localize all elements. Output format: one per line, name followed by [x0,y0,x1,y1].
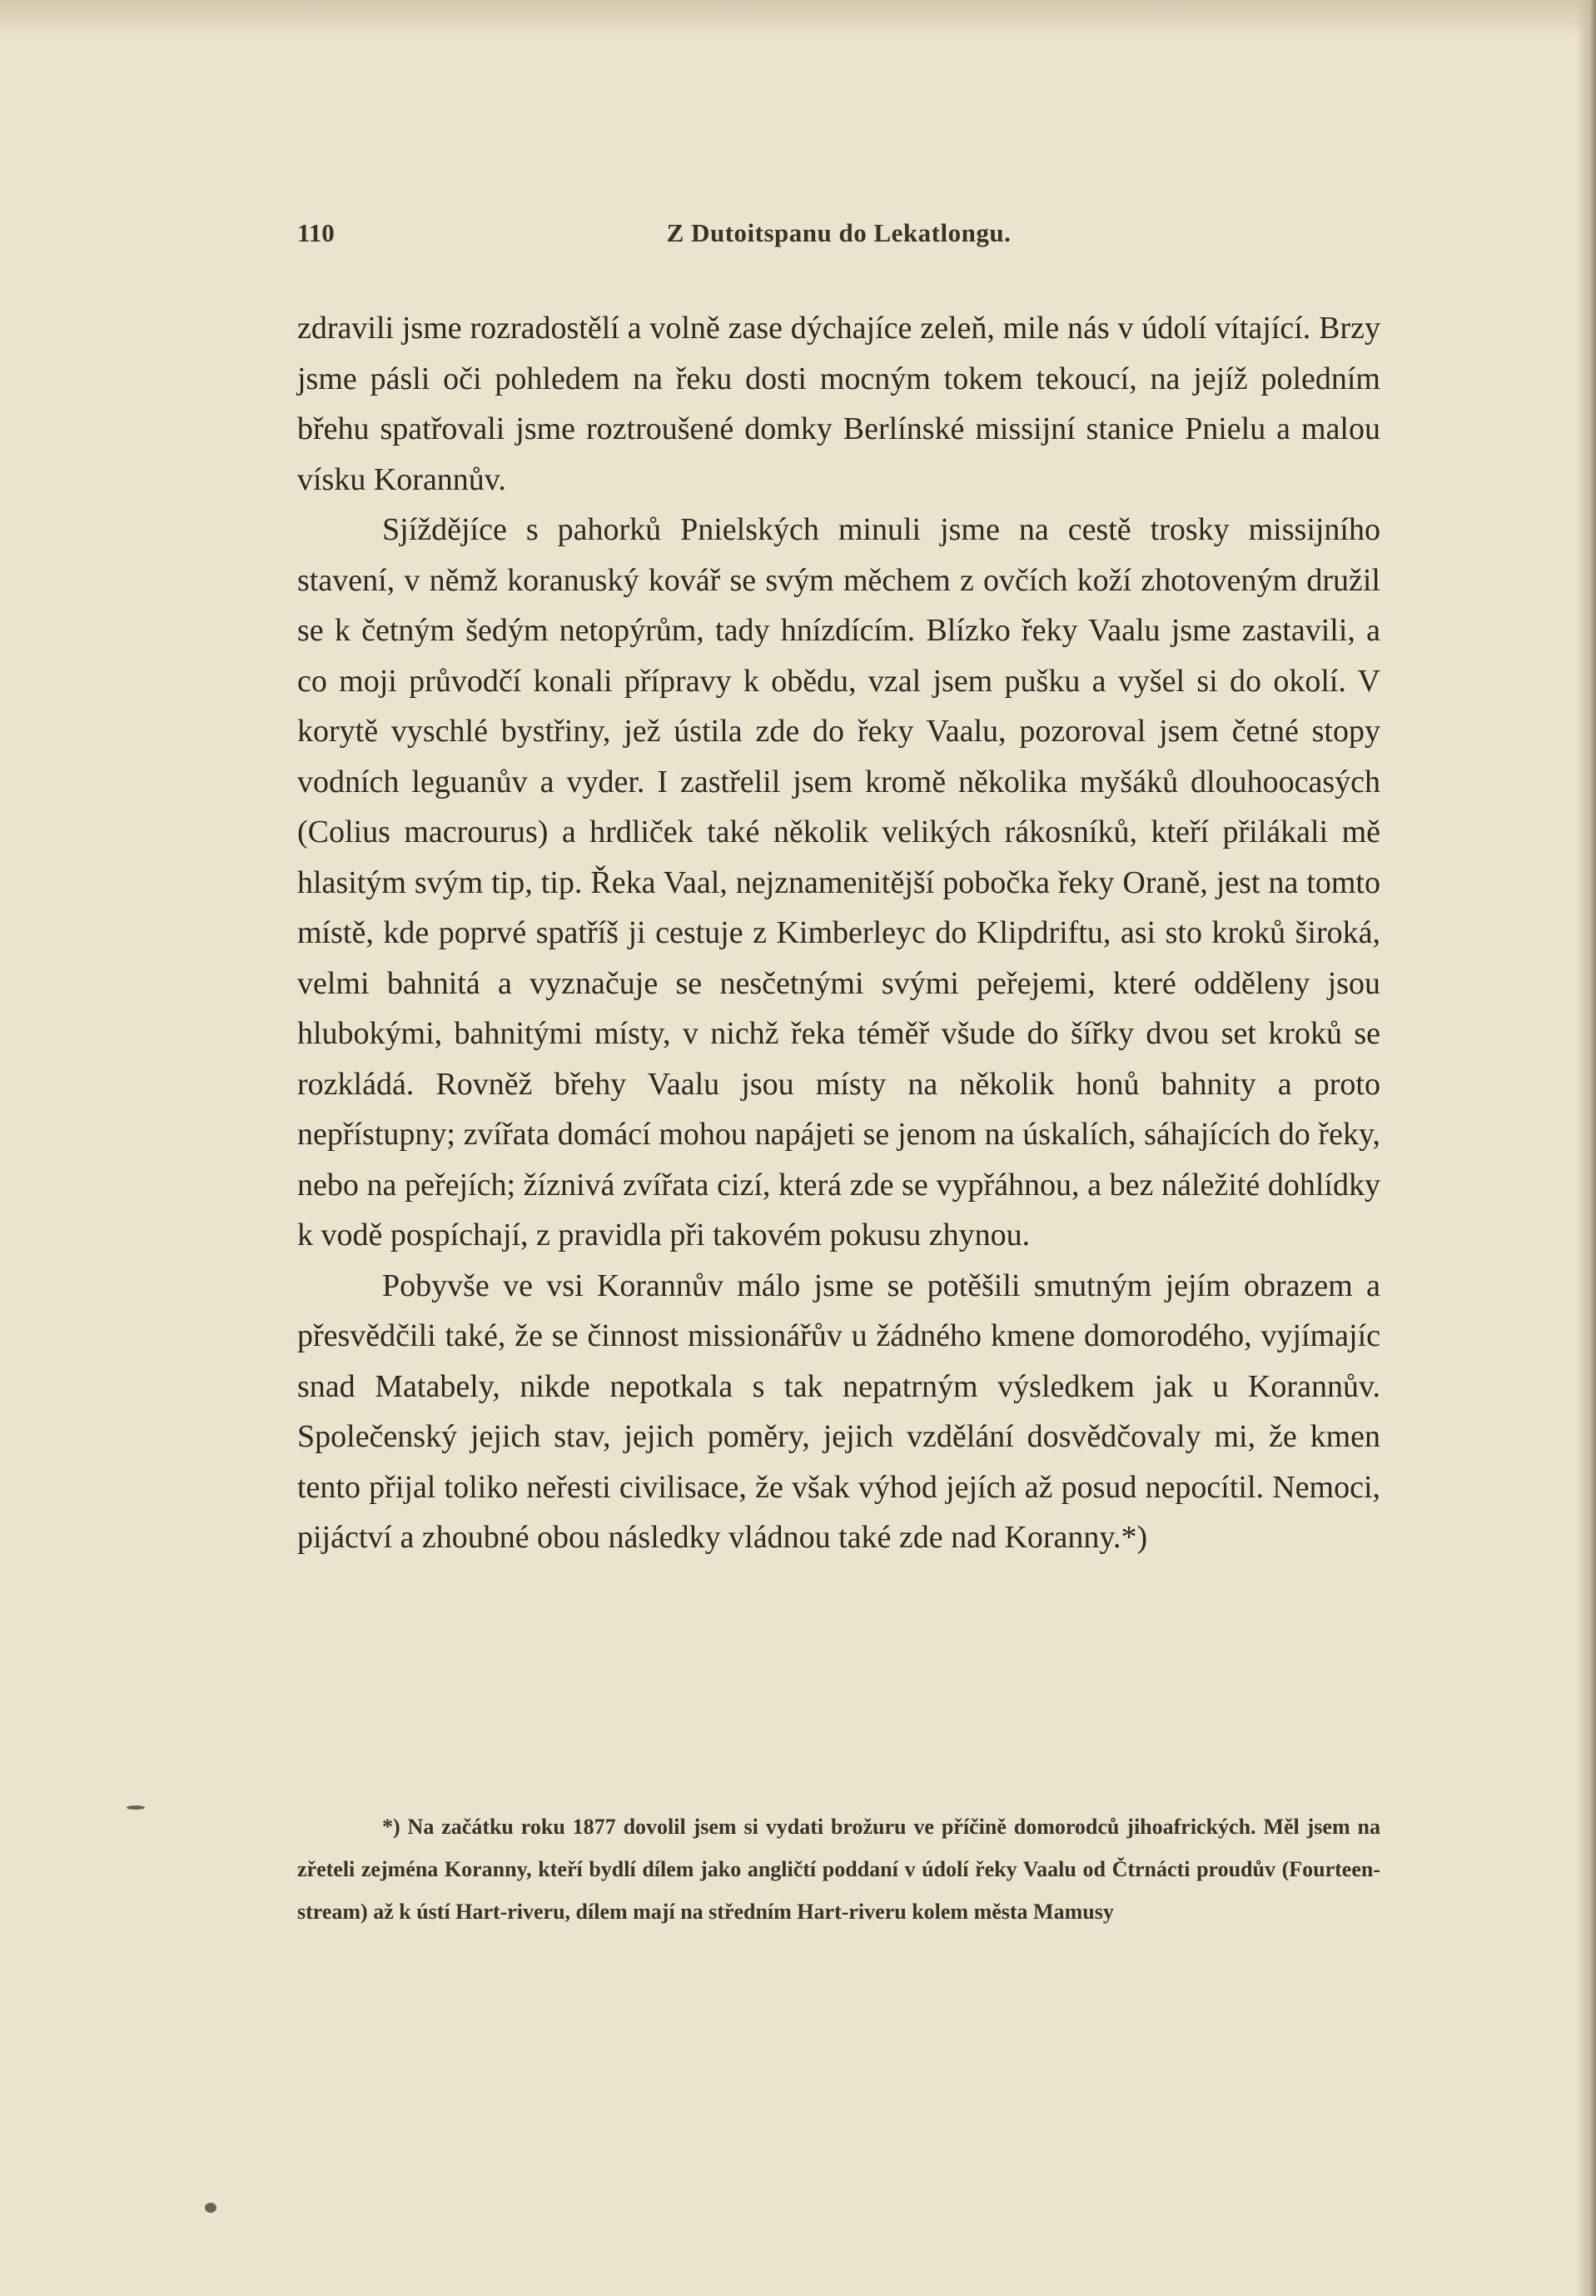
running-title: Z Dutoitspanu do Lekatlongu. [666,218,1012,247]
page-top-shadow [0,0,1596,38]
ink-speck [127,1805,145,1810]
paragraph: Sjíždějíce s pahorků Pnielských minuli jsme na cestě trosky missijního stavení, v němž koranuský kovář se svým měchem z ovčích koží zhotoveným družil se k četným šedým netopýrům, tady hnízdícím. Blízko řeky Vaalu jsme zastavili, a co moji průvodčí konali přípravy k obědu, vzal jsem pušku a vyšel si do okolí. V korytě vyschlé bystřiny, jež ústila zde do řeky Vaalu, pozoroval jsem četné stopy vodních leguanův a vyder. I zastřelil jsem kromě několika myšáků dlouhoocasých (Colius macrourus) a hrdliček také několik velikých rákosníků, kteří přilákali mě hlasitým svým tip, tip. Řeka Vaal, nejznamenitější pobočka řeky Oraně, jest na tomto místě, kde poprvé spatříš ji cestuje z Kimberleyc do Klipdriftu, asi sto kroků široká, velmi bahnitá a vyznačuje se nesčetnými svými peřejemi, které odděleny jsou hlubokými, bahnitými místy, v nichž řeka téměř všude do šířky dvou set kroků se rozkládá. Rovněž břehy Vaalu jsou místy na několik honů bahnity a proto nepřístupny; zvířata domácí mohou napájeti se jenom na úskalích, sáhajících do řeky, nebo na peřejích; žíznivá zvířata cizí, která zde se vypřáhnou, a bez náležité dohlídky k vodě pospíchají, z pravidla při takovém pokusu zhynou. [297,512,1380,1253]
ink-speck [205,2203,216,2213]
page-number: 110 [297,218,335,247]
body-text [297,303,1380,1563]
book-binding-edge [1576,0,1596,2296]
footnote: *) Na začátku roku 1877 dovolil jsem si vydati brožuru ve příčině domorodců jihoafrických. Měl jsem na zřeteli zejména Koranny, kteří bydlí dílem jako angličtí poddaní v údolí řeky Vaalu od Čtrnácti proudův (Fourteen-stream) až k ústí Hart-riveru, dílem mají na středním Hart-riveru kolem města Mamusy [297,1815,1380,1924]
running-head [297,218,1380,260]
paragraph-continued: zdravili jsme rozradostělí a volně zase dýchajíce zeleň, mile nás v údolí vítající. Brzy jsme pásli oči pohledem na řeku dosti mocným tokem tekoucí, na jejíž poledním břehu spatřovali jsme roztroušené domky Berlínské missijní stanice Pnielu a malou vísku Korannův. [297,311,1380,497]
paragraph: Pobyvše ve vsi Korannův málo jsme se potěšili smutným jejím obrazem a přesvědčili také, že se činnost missionářův u žádného kmene domorodého, vyjímajíc snad Matabely, nikde nepotkala s tak nepatrným výsledkem jak u Korannův. Společenský jejich stav, jejich poměry, jejich vzdělání dosvědčovaly mi, že kmen tento přijal toliko neřesti civilisace, že však výhod jejích až posud nepocítil. Nemoci, pijáctví a zhoubné obou následky vládnou také zde nad Koranny.*) [297,1268,1380,1555]
